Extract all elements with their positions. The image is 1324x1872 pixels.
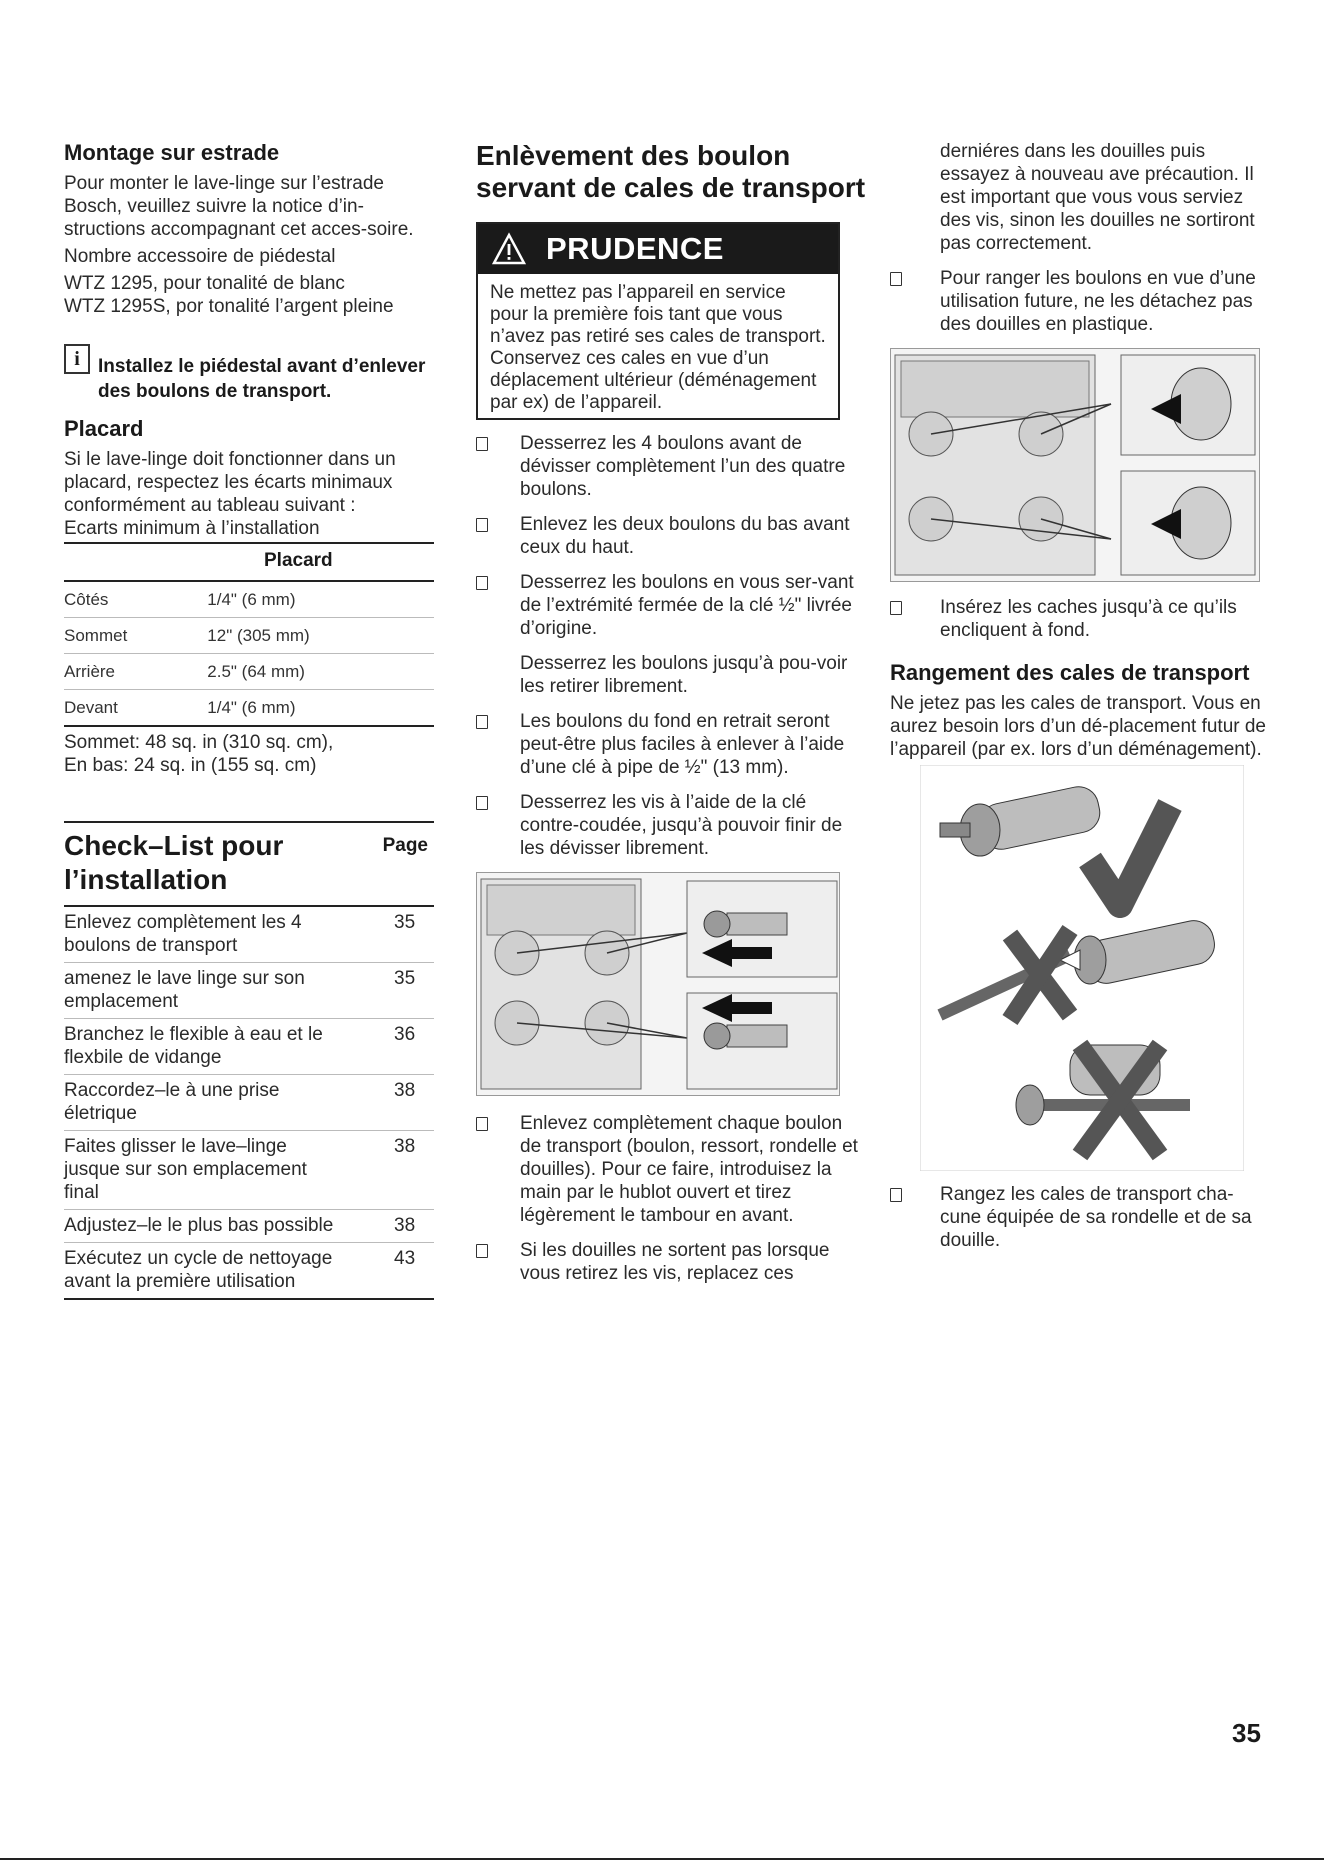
step-text: Pour ranger les boulons en vue d’une utilisation future, ne les détachez pas des douilles en plastique. [940, 268, 1256, 335]
row-label: Devant [64, 690, 197, 727]
cap-insertion-illustration [890, 348, 1260, 582]
checkbox-icon [890, 272, 902, 286]
steps-list-right-c [890, 1183, 1270, 1252]
step-text: Enlevez les deux boulons du bas avant ceux du haut. [520, 514, 850, 558]
placard-caption: Ecarts minimum à l’installation [64, 518, 320, 539]
table-row [64, 654, 434, 690]
ventilation-line-2: En bas: 24 sq. in (155 sq. cm) [64, 755, 317, 776]
step-text: Desserrez les vis à l’aide de la clé contre-coudée, jusqu’à pouvoir finir de les dévisser librement. [520, 792, 843, 859]
step-text: Rangez les cales de transport cha-cune équipée de sa rondelle et de sa douille. [940, 1184, 1252, 1251]
checkbox-icon [476, 518, 488, 532]
checklist [64, 905, 434, 1300]
accessory-line-1: Nombre accessoire de piédestal [64, 246, 336, 267]
caution-text: Ne mettez pas l’appareil en service pour la première fois tant que vous n’avez pas retiré ses cales de transport. Conservez ces cales en vue d’un déplacement ultérieur (déménagement par ex) de l’appareil. [490, 282, 826, 413]
bottom-rule [0, 1858, 1324, 1860]
table-row [64, 618, 434, 654]
checkbox-icon [890, 1188, 902, 1202]
list-item [64, 1019, 434, 1075]
checklist-item-text: Branchez le flexible à eau et le flexbile de vidange [64, 1024, 323, 1068]
steps-list-a [476, 432, 866, 640]
caution-header [478, 224, 838, 274]
step-text: Les boulons du fond en retrait seront peut-être plus faciles à enlever à l’aide d’une clé à pipe de ½" (13 mm). [520, 711, 845, 778]
list-item [476, 571, 866, 640]
table-row [64, 581, 434, 618]
caution-label: PRUDENCE [546, 231, 724, 266]
accessory-line-2: WTZ 1295, pour tonalité de blanc [64, 273, 345, 294]
list-item [64, 1243, 434, 1298]
page-number: 35 [1232, 1718, 1261, 1748]
step-text: Si les douilles ne sortent pas lorsque vous retirez les vis, replacez ces [520, 1240, 830, 1284]
list-item [64, 963, 434, 1019]
steps-list-right-b [890, 596, 1270, 642]
checkbox-icon [890, 601, 902, 615]
bolt-storage-illustration [920, 765, 1244, 1171]
warning-triangle-icon [492, 232, 526, 266]
checklist-page-label: Page [382, 835, 428, 856]
row-label: Sommet [64, 618, 197, 654]
montage-title: Montage sur estrade [64, 140, 280, 165]
checkbox-icon [476, 576, 488, 590]
clearance-table [64, 542, 434, 727]
checklist-item-text: Raccordez–le à une prise életrique [64, 1080, 280, 1124]
clearance-table-header: Placard [64, 543, 434, 581]
info-note [64, 344, 434, 404]
checklist-item-page: 35 [394, 912, 416, 933]
step-text: Enlevez complètement chaque boulon de transport (boulon, ressort, rondelle et douilles). Pour ce faire, introduisez la main par le hublot ouvert et tirez légèrement le tambour en avant. [520, 1113, 858, 1226]
row-label: Arrière [64, 654, 197, 690]
step-text: Desserrez les boulons en vous ser-vant de l’extrémité fermée de la clé ½" livrée d’origine. [520, 572, 854, 639]
section-title: Enlèvement des boulon servant de cales de transport [476, 140, 866, 203]
checklist-item-page: 38 [394, 1215, 416, 1236]
checkbox-icon [476, 715, 488, 729]
list-item [64, 1075, 434, 1131]
checklist-item-text: Exécutez un cycle de nettoyage avant la première utilisation [64, 1248, 333, 1292]
checklist-item-text: Adjustez–le le plus bas possible [64, 1215, 334, 1236]
continued-text: derniéres dans les douilles puis essayez à nouveau ave précaution. Il est important que vous vous serviez des vis, sinon les douilles ne sortiront pas correctement. [940, 141, 1255, 254]
checklist-item-page: 38 [394, 1080, 416, 1101]
checkbox-icon [476, 796, 488, 810]
right-column [890, 140, 1270, 1264]
step-text: Desserrez les 4 boulons avant de dévisser complètement l’un des quatre boulons. [520, 433, 846, 500]
accessory-line-3: WTZ 1295S, por tonalité l’argent pleine [64, 296, 394, 317]
washer-back-bolts-illustration [476, 872, 840, 1096]
row-value: 12" (305 mm) [197, 618, 434, 654]
checkbox-icon [476, 437, 488, 451]
row-value: 1/4" (6 mm) [197, 581, 434, 618]
checklist-item-page: 38 [394, 1136, 416, 1157]
list-item [476, 710, 866, 779]
ventilation-line-1: Sommet: 48 sq. in (310 sq. cm), [64, 732, 334, 753]
checklist-item-page: 43 [394, 1248, 416, 1269]
info-note-text: Installez le piédestal avant d’enlever des boulons de transport. [98, 356, 426, 402]
list-item [890, 1183, 1270, 1252]
info-icon: i [64, 344, 90, 374]
list-item [476, 1239, 866, 1285]
list-item [476, 791, 866, 860]
checklist-item-text: Enlevez complètement les 4 boulons de transport [64, 912, 302, 956]
list-item [64, 1131, 434, 1210]
placard-paragraph: Si le lave-linge doit fonctionner dans un placard, respectez les écarts minimaux conformément au tableau suivant : [64, 449, 396, 516]
steps-list-c [476, 1112, 866, 1285]
placard-title: Placard [64, 416, 144, 441]
rangement-title: Rangement des cales de transport [890, 660, 1250, 685]
table-row [64, 690, 434, 727]
row-value: 1/4" (6 mm) [197, 690, 434, 727]
step-text: Insérez les caches jusqu’à ce qu’ils encliquent à fond. [940, 597, 1237, 641]
steps-list-b [476, 710, 866, 860]
checkbox-icon [476, 1117, 488, 1131]
steps-list-right-a [890, 267, 1270, 336]
checklist-title: Check–List pour l’installation [64, 830, 284, 895]
list-item [476, 432, 866, 501]
list-item [476, 513, 866, 559]
list-item [890, 267, 1270, 336]
checklist-item-text: Faites glisser le lave–linge jusque sur son emplacement final [64, 1136, 307, 1203]
checklist-item-page: 35 [394, 968, 416, 989]
row-label: Côtés [64, 581, 197, 618]
rangement-paragraph: Ne jetez pas les cales de transport. Vous en aurez besoin lors d’un dé-placement futur de l’appareil (par ex. lors d’un déménagement). [890, 693, 1267, 760]
middle-column [476, 140, 866, 1297]
checklist-item-page: 36 [394, 1024, 416, 1045]
list-item [890, 596, 1270, 642]
checklist-header [64, 821, 434, 897]
list-item [64, 1210, 434, 1243]
checklist-item-text: amenez le lave linge sur son emplacement [64, 968, 305, 1012]
checkbox-icon [476, 1244, 488, 1258]
montage-paragraph: Pour monter le lave-linge sur l’estrade Bosch, veuillez suivre la notice d’in-structions accompagnant cet acces-soire. [64, 173, 414, 240]
left-column [64, 140, 434, 1300]
row-value: 2.5" (64 mm) [197, 654, 434, 690]
step-sub-text: Desserrez les boulons jusqu’à pou-voir les retirer librement. [520, 653, 848, 697]
list-item [476, 1112, 866, 1227]
caution-box [476, 222, 840, 420]
list-item [64, 907, 434, 963]
